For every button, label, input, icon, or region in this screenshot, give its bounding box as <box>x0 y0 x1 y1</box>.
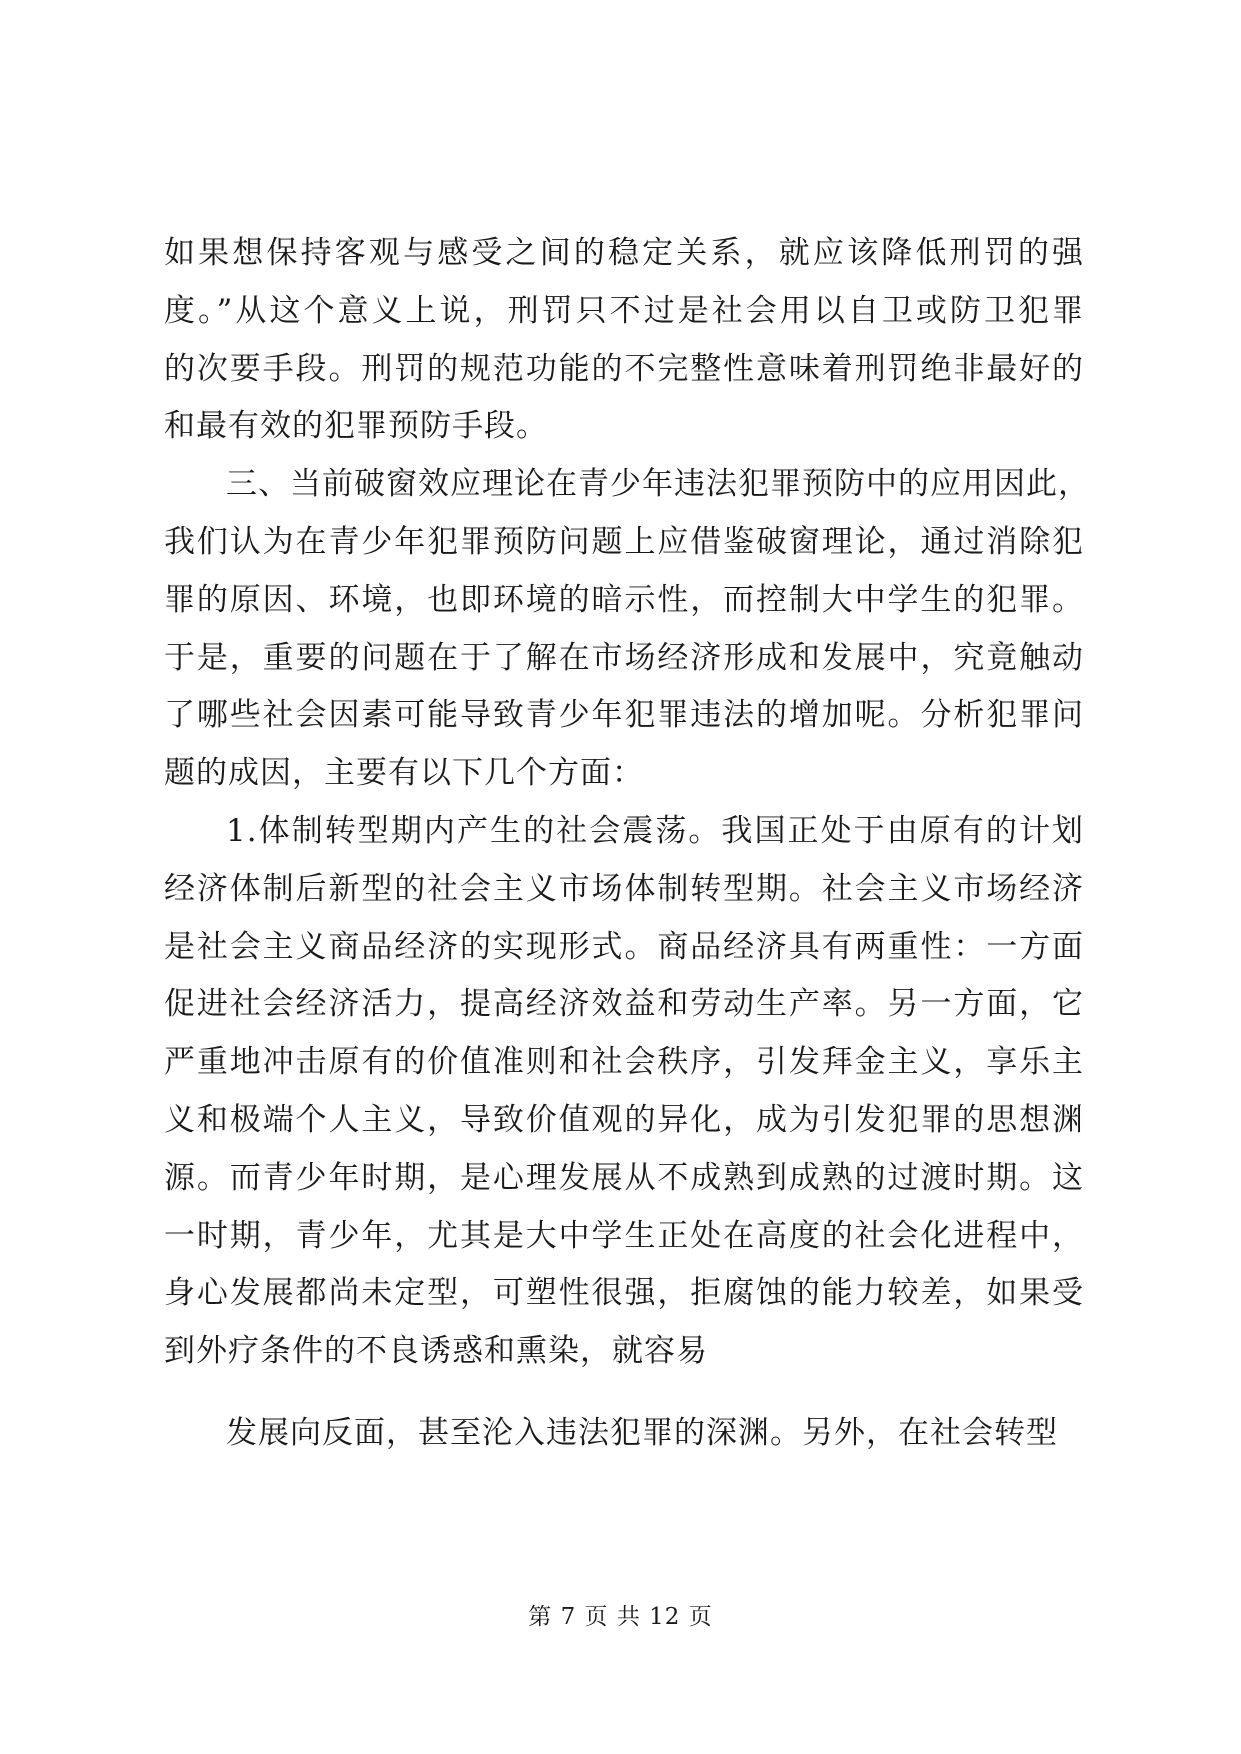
text-line: 到外疗条件的不良诱惑和熏染，就容易 <box>164 1333 708 1370</box>
text-line: 义和极端个人主义，导致价值观的异化，成为引发犯罪的思想渊 <box>164 1101 1084 1138</box>
text-line: 度。”从这个意义上说，刑罚只不过是社会用以自卫或防卫犯罪 <box>164 292 1084 329</box>
text-line: 促进社会经济活力，提高经济效益和劳动生产率。另一方面，它 <box>164 986 1084 1023</box>
text-line: 经济体制后新型的社会主义市场体制转型期。社会主义市场经济 <box>164 870 1084 907</box>
text-line: 源。而青少年时期，是心理发展从不成熟到成熟的过渡时期。这 <box>164 1159 1084 1196</box>
text-line: 三、当前破窗效应理论在青少年违法犯罪预防中的应用因此， <box>226 466 1090 503</box>
text-line: 了哪些社会因素可能导致青少年犯罪违法的增加呢。分析犯罪问 <box>164 697 1084 734</box>
page-footer: 第 7 页 共 12 页 <box>528 1604 713 1630</box>
text-line: 1.体制转型期内产生的社会震荡。我国正处于由原有的计划 <box>226 812 1084 849</box>
paragraph-gap <box>164 1381 1084 1405</box>
text-line: 发展向反面，甚至沦入违法犯罪的深渊。另外，在社会转型 <box>226 1414 1058 1451</box>
text-line: 于是，重要的问题在于了解在市场经济形成和发展中，究竟触动 <box>164 639 1084 676</box>
text-line: 严重地冲击原有的价值准则和社会秩序，引发拜金主义，享乐主 <box>164 1044 1084 1081</box>
paragraph <box>164 456 1090 803</box>
text-line: 题的成因，主要有以下几个方面： <box>164 755 644 792</box>
text-line: 和最有效的犯罪预防手段。 <box>164 408 548 445</box>
text-line: 一时期，青少年，尤其是大中学生正处在高度的社会化进程中， <box>164 1217 1084 1254</box>
text-line: 是社会主义商品经济的实现形式。商品经济具有两重性：一方面 <box>164 928 1084 965</box>
text-line: 如果想保持客观与感受之间的稳定关系，就应该降低刑罚的强 <box>164 235 1084 271</box>
text-line: 罪的原因、环境，也即环境的暗示性，而控制大中学生的犯罪。 <box>164 581 1084 618</box>
text-line: 的次要手段。刑罚的规范功能的不完整性意味着刑罚绝非最好的 <box>164 350 1084 387</box>
paragraph <box>164 225 1084 456</box>
text-line: 我们认为在青少年犯罪预防问题上应借鉴破窗理论，通过消除犯 <box>164 523 1084 560</box>
text-line: 身心发展都尚未定型，可塑性很强，拒腐蚀的能力较差，如果受 <box>164 1275 1084 1312</box>
paragraph <box>164 1405 1084 1463</box>
paragraph <box>164 803 1084 1381</box>
document-body <box>164 225 1090 1463</box>
